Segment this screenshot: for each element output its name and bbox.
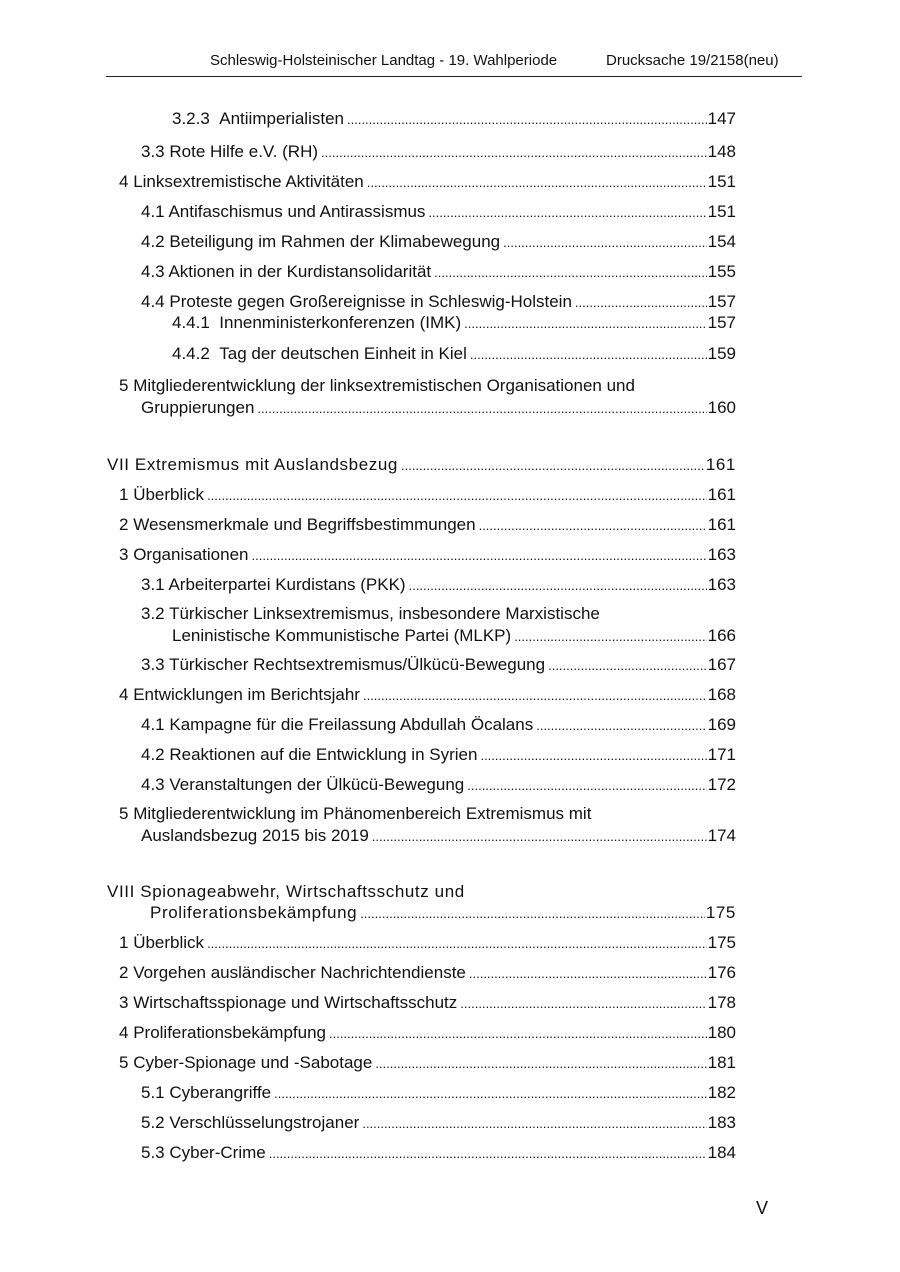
toc-entry-title: Cyber-Spionage und -Sabotage bbox=[133, 1053, 373, 1072]
toc-entry-title: Innenministerkonferenzen (IMK) bbox=[219, 313, 462, 332]
toc-entry-page: 159 bbox=[707, 344, 736, 363]
toc-entry[interactable] bbox=[119, 375, 736, 396]
toc-entry-page: 155 bbox=[707, 262, 736, 281]
toc-entry-title: Tag der deutschen Einheit in Kiel bbox=[219, 344, 467, 363]
toc-entry[interactable] bbox=[141, 774, 736, 796]
dot-leader bbox=[367, 172, 707, 193]
dot-leader bbox=[362, 1113, 706, 1134]
toc-entry-number: 4.4 bbox=[141, 292, 165, 311]
toc-entry-page: 182 bbox=[707, 1083, 736, 1102]
toc-entry-page: 178 bbox=[707, 993, 736, 1012]
toc-entry-page: 148 bbox=[707, 142, 736, 161]
toc-entry-number: 5 bbox=[119, 376, 129, 395]
dot-leader bbox=[434, 262, 706, 283]
toc-entry-number: 4.2 bbox=[141, 232, 165, 251]
toc-entry-title: Türkischer Rechtsextremismus/Ülkücü-Bewegung bbox=[169, 655, 546, 674]
dot-leader bbox=[363, 685, 707, 706]
toc-entry-page: 166 bbox=[707, 626, 736, 645]
toc-entry-continuation[interactable] bbox=[141, 825, 736, 847]
toc-entry[interactable] bbox=[172, 108, 736, 130]
toc-entry-number: 4.3 bbox=[141, 775, 165, 794]
toc-entry-page: 181 bbox=[707, 1053, 736, 1072]
toc-entry-number: 4 bbox=[119, 1023, 129, 1042]
toc-entry-title: Gruppierungen bbox=[141, 398, 255, 417]
toc-entry-page: 169 bbox=[707, 715, 736, 734]
dot-leader bbox=[548, 655, 707, 676]
toc-entry-page: 163 bbox=[707, 575, 736, 594]
toc-entry-title-line1: Mitgliederentwicklung im Phänomenbereich Extremismus mit bbox=[133, 804, 592, 823]
toc-entry[interactable] bbox=[141, 1112, 736, 1134]
toc-entry-number: 4.1 bbox=[141, 715, 165, 734]
toc-entry-number: 5 bbox=[119, 804, 129, 823]
dot-leader bbox=[347, 109, 707, 130]
toc-entry-title: Kampagne für die Freilassung Abdullah Öcalans bbox=[169, 715, 534, 734]
toc-entry-number: 3.2 bbox=[141, 604, 165, 623]
toc-entry-title: Rote Hilfe e.V. (RH) bbox=[169, 142, 319, 161]
toc-entry-page: 151 bbox=[707, 172, 736, 191]
toc-entry-title: Linksextremistische Aktivitäten bbox=[133, 172, 364, 191]
toc-entry-number: 1 bbox=[119, 933, 129, 952]
dot-leader bbox=[207, 933, 707, 954]
toc-entry-number: VIII bbox=[107, 882, 135, 901]
toc-entry[interactable] bbox=[119, 1022, 736, 1044]
toc-chapter[interactable] bbox=[107, 881, 736, 902]
dot-leader bbox=[467, 775, 706, 796]
toc-entry-title: Reaktionen auf die Entwicklung in Syrien bbox=[169, 745, 478, 764]
toc-entry-title: Arbeiterpartei Kurdistans (PKK) bbox=[168, 575, 406, 594]
toc-entry[interactable] bbox=[141, 231, 736, 253]
toc-entry[interactable] bbox=[141, 201, 736, 223]
toc-entry-title: Verschlüsselungstrojaner bbox=[169, 1113, 360, 1132]
toc-entry-title-line1: Mitgliederentwicklung der linksextremistischen Organisationen und bbox=[133, 376, 635, 395]
toc-entry-page: 154 bbox=[707, 232, 736, 251]
dot-leader bbox=[360, 903, 705, 924]
dot-leader bbox=[269, 1143, 707, 1164]
dot-leader bbox=[480, 745, 706, 766]
dot-leader bbox=[460, 993, 706, 1014]
dot-leader bbox=[503, 232, 707, 253]
toc-entry-title: Cyber-Crime bbox=[169, 1143, 266, 1162]
toc-entry-title: Proliferationsbekämpfung bbox=[150, 903, 358, 922]
toc-entry-title-line1: Spionageabwehr, Wirtschaftsschutz und bbox=[140, 882, 465, 901]
toc-entry-page: 161 bbox=[707, 485, 736, 504]
toc-entry-title: Extremismus mit Auslandsbezug bbox=[134, 455, 398, 474]
toc-entry[interactable] bbox=[119, 514, 736, 536]
toc-entry-title: Organisationen bbox=[133, 545, 249, 564]
toc-entry[interactable] bbox=[172, 312, 736, 334]
toc-entry-title: Antifaschismus und Antirassismus bbox=[168, 202, 426, 221]
toc-entry-number: 5.2 bbox=[141, 1113, 165, 1132]
dot-leader bbox=[536, 715, 706, 736]
toc-entry[interactable] bbox=[141, 574, 736, 596]
toc-chapter[interactable] bbox=[107, 454, 736, 476]
toc-entry-title: Antiimperialisten bbox=[219, 109, 344, 128]
toc-entry[interactable] bbox=[119, 484, 736, 506]
toc-entry-title: Auslandsbezug 2015 bis 2019 bbox=[141, 826, 369, 845]
toc-entry-page: 176 bbox=[707, 963, 736, 982]
toc-entry-page: 171 bbox=[707, 745, 736, 764]
toc-entry-page: 174 bbox=[707, 826, 736, 845]
toc-entry-page: 183 bbox=[707, 1113, 736, 1132]
toc-entry-page: 147 bbox=[707, 109, 736, 128]
toc-entry-page: 172 bbox=[707, 775, 736, 794]
toc-entry-page: 167 bbox=[707, 655, 736, 674]
toc-entry-number: 3 bbox=[119, 993, 129, 1012]
dot-leader bbox=[514, 626, 706, 647]
toc-entry[interactable] bbox=[141, 1082, 736, 1104]
toc-entry-number: 3.1 bbox=[141, 575, 165, 594]
toc-entry-title: Veranstaltungen der Ülkücü-Bewegung bbox=[169, 775, 465, 794]
toc-entry-title: Cyberangriffe bbox=[169, 1083, 272, 1102]
toc-entry-title: Wirtschaftsspionage und Wirtschaftsschutz bbox=[133, 993, 458, 1012]
toc-entry[interactable] bbox=[141, 603, 736, 624]
toc-entry-page: 163 bbox=[707, 545, 736, 564]
page-number: V bbox=[756, 1198, 769, 1218]
toc-entry-continuation[interactable] bbox=[141, 397, 736, 419]
toc-entry-page: 184 bbox=[707, 1143, 736, 1162]
toc-entry-page: 157 bbox=[707, 292, 736, 311]
dot-leader bbox=[207, 485, 707, 506]
toc-entry-title: Überblick bbox=[133, 933, 205, 952]
toc-entry-title: Proteste gegen Großereignisse in Schleswig-Holstein bbox=[169, 292, 572, 311]
toc-entry-number: 4 bbox=[119, 685, 129, 704]
toc-entry-continuation[interactable] bbox=[172, 625, 736, 647]
toc-entry-page: 168 bbox=[707, 685, 736, 704]
toc-entry-title-line1: Türkischer Linksextremismus, insbesondere Marxistische bbox=[169, 604, 600, 623]
toc-entry[interactable] bbox=[119, 803, 736, 824]
dot-leader bbox=[321, 142, 707, 163]
toc-entry-title: Vorgehen ausländischer Nachrichtendienste bbox=[133, 963, 466, 982]
toc-entry[interactable] bbox=[141, 654, 736, 676]
dot-leader bbox=[575, 292, 707, 313]
toc-entry[interactable] bbox=[119, 932, 736, 954]
toc-entry[interactable] bbox=[119, 962, 736, 984]
toc-entry[interactable] bbox=[119, 171, 736, 193]
toc-entry[interactable] bbox=[141, 744, 736, 766]
dot-leader bbox=[428, 202, 706, 223]
toc-entry[interactable] bbox=[141, 261, 736, 283]
toc-entry[interactable] bbox=[141, 291, 736, 313]
toc-entry-number: 4 bbox=[119, 172, 129, 191]
toc-entry-title: Aktionen in der Kurdistansolidarität bbox=[168, 262, 432, 281]
toc-entry-number: 4.4.1 bbox=[172, 313, 210, 332]
toc-entry[interactable] bbox=[119, 992, 736, 1014]
toc-entry-page: 151 bbox=[707, 202, 736, 221]
dot-leader bbox=[257, 398, 706, 419]
toc-entry[interactable] bbox=[141, 1142, 736, 1164]
dot-leader bbox=[274, 1083, 707, 1104]
toc-entry-number: 5 bbox=[119, 1053, 129, 1072]
dot-leader bbox=[470, 344, 707, 365]
dot-leader bbox=[329, 1023, 707, 1044]
dot-leader bbox=[479, 515, 707, 536]
header-document-number: Drucksache 19/2158(neu) bbox=[606, 52, 779, 69]
dot-leader bbox=[252, 545, 707, 566]
toc-entry-number: 3.2.3 bbox=[172, 109, 210, 128]
dot-leader bbox=[375, 1053, 706, 1074]
toc-entry[interactable] bbox=[119, 544, 736, 566]
toc-entry-number: 4.3 bbox=[141, 262, 165, 281]
toc-entry-page: 175 bbox=[707, 933, 736, 952]
toc-entry-page: 180 bbox=[707, 1023, 736, 1042]
toc-entry-title: Entwicklungen im Berichtsjahr bbox=[133, 685, 360, 704]
toc-entry-page: 160 bbox=[707, 398, 736, 417]
toc-entry-title: Proliferationsbekämpfung bbox=[133, 1023, 326, 1042]
toc-entry-page: 157 bbox=[707, 313, 736, 332]
toc-entry-number: 4.1 bbox=[141, 202, 165, 221]
toc-entry-number: 5.1 bbox=[141, 1083, 165, 1102]
toc-entry-page: 175 bbox=[705, 903, 736, 922]
toc-entry-number: 2 bbox=[119, 963, 129, 982]
toc-entry-number: 3.3 bbox=[141, 142, 165, 161]
toc-entry[interactable] bbox=[119, 1052, 736, 1074]
toc-entry-title: Leninistische Kommunistische Partei (MLKP) bbox=[172, 626, 512, 645]
toc-entry-page: 161 bbox=[707, 515, 736, 534]
dot-leader bbox=[464, 313, 706, 334]
toc-entry-number: VII bbox=[107, 455, 130, 474]
toc-entry[interactable] bbox=[119, 684, 736, 706]
toc-entry[interactable] bbox=[141, 714, 736, 736]
dot-leader bbox=[401, 455, 705, 476]
toc-entry-number: 3.3 bbox=[141, 655, 165, 674]
dot-leader bbox=[409, 575, 707, 596]
toc-chapter-continuation[interactable] bbox=[150, 902, 736, 924]
toc-entry[interactable] bbox=[172, 343, 736, 365]
toc-entry-page: 161 bbox=[705, 455, 736, 474]
toc-entry[interactable] bbox=[141, 141, 736, 163]
toc-entry-number: 3 bbox=[119, 545, 129, 564]
toc-entry-number: 1 bbox=[119, 485, 129, 504]
toc-entry-title: Beteiligung im Rahmen der Klimabewegung bbox=[169, 232, 501, 251]
toc-entry-number: 4.2 bbox=[141, 745, 165, 764]
toc-entry-title: Wesensmerkmale und Begriffsbestimmungen bbox=[133, 515, 476, 534]
header-parliament-title: Schleswig-Holsteinischer Landtag - 19. Wahlperiode bbox=[210, 52, 558, 69]
toc-entry-number: 4.4.2 bbox=[172, 344, 210, 363]
toc-entry-number: 5.3 bbox=[141, 1143, 165, 1162]
toc-entry-title: Überblick bbox=[133, 485, 205, 504]
toc-entry-number: 2 bbox=[119, 515, 129, 534]
dot-leader bbox=[469, 963, 707, 984]
dot-leader bbox=[372, 826, 707, 847]
